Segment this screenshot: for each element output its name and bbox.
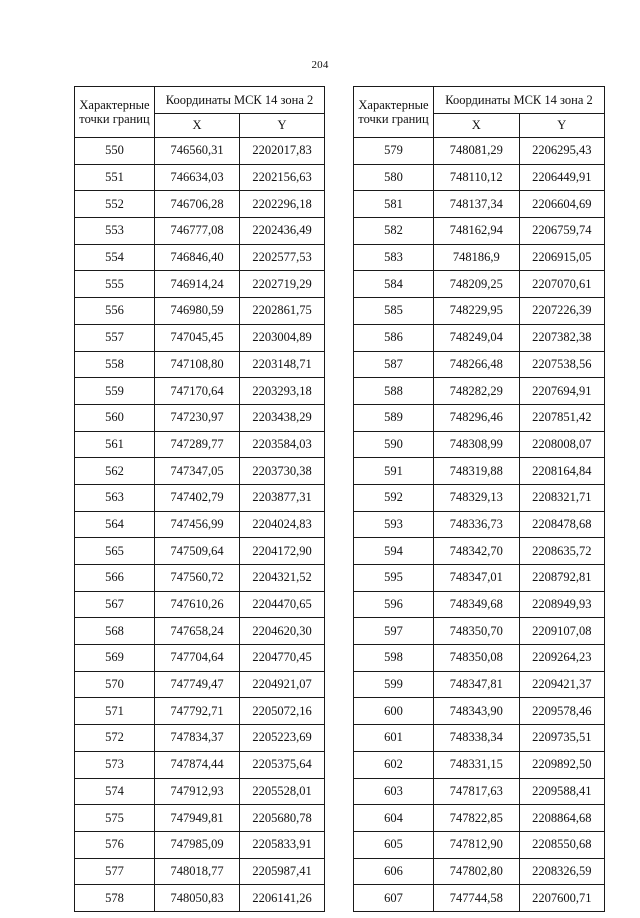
table-row <box>354 324 605 351</box>
y-coordinate-cell: 2206759,74 <box>519 218 605 245</box>
point-number-cell: 573 <box>75 751 155 778</box>
point-number-cell: 575 <box>75 805 155 832</box>
y-coordinate-cell: 2208008,07 <box>519 431 605 458</box>
x-coordinate-cell: 748331,15 <box>434 751 520 778</box>
point-number-cell: 596 <box>354 591 434 618</box>
y-coordinate-cell: 2204024,83 <box>240 511 325 538</box>
table-row <box>354 218 605 245</box>
x-coordinate-cell: 747912,93 <box>155 778 240 805</box>
y-coordinate-cell: 2205223,69 <box>240 725 325 752</box>
y-coordinate-cell: 2203004,89 <box>240 324 325 351</box>
x-coordinate-cell: 747509,64 <box>155 538 240 565</box>
table-row <box>75 751 325 778</box>
x-coordinate-cell: 748350,08 <box>434 645 520 672</box>
point-number-cell: 562 <box>75 458 155 485</box>
y-coordinate-cell: 2203584,03 <box>240 431 325 458</box>
x-coordinate-cell: 748266,48 <box>434 351 520 378</box>
point-number-cell: 569 <box>75 645 155 672</box>
x-coordinate-cell: 747045,45 <box>155 324 240 351</box>
y-coordinate-cell: 2209578,46 <box>519 698 605 725</box>
x-coordinate-cell: 748347,01 <box>434 565 520 592</box>
x-coordinate-cell: 748110,12 <box>434 164 520 191</box>
x-coordinate-cell: 746634,03 <box>155 164 240 191</box>
x-coordinate-cell: 748137,34 <box>434 191 520 218</box>
y-coordinate-cell: 2206604,69 <box>519 191 605 218</box>
point-number-cell: 554 <box>75 244 155 271</box>
point-number-cell: 568 <box>75 618 155 645</box>
point-number-cell: 565 <box>75 538 155 565</box>
y-coordinate-cell: 2208949,93 <box>519 591 605 618</box>
table-row <box>75 191 325 218</box>
x-coordinate-cell: 747802,80 <box>434 858 520 885</box>
point-number-cell: 551 <box>75 164 155 191</box>
y-coordinate-cell: 2209421,37 <box>519 671 605 698</box>
table-row <box>75 378 325 405</box>
y-coordinate-cell: 2205375,64 <box>240 751 325 778</box>
table-row <box>354 885 605 912</box>
table-row <box>75 591 325 618</box>
x-coordinate-cell: 747704,64 <box>155 645 240 672</box>
point-number-cell: 600 <box>354 698 434 725</box>
table-row <box>354 378 605 405</box>
point-number-cell: 585 <box>354 298 434 325</box>
table-row <box>354 164 605 191</box>
x-coordinate-cell: 748229,95 <box>434 298 520 325</box>
x-coordinate-cell: 747744,58 <box>434 885 520 912</box>
x-coordinate-cell: 747749,47 <box>155 671 240 698</box>
x-coordinate-cell: 747402,79 <box>155 484 240 511</box>
y-coordinate-cell: 2203730,38 <box>240 458 325 485</box>
point-number-cell: 566 <box>75 565 155 592</box>
point-number-cell: 605 <box>354 831 434 858</box>
x-coordinate-cell: 747985,09 <box>155 831 240 858</box>
point-number-cell: 570 <box>75 671 155 698</box>
y-coordinate-cell: 2206915,05 <box>519 244 605 271</box>
table-row <box>75 404 325 431</box>
point-number-cell: 576 <box>75 831 155 858</box>
table-row <box>354 751 605 778</box>
points-header <box>354 87 434 138</box>
x-coordinate-cell: 748050,83 <box>155 885 240 912</box>
y-coordinate-cell: 2204620,30 <box>240 618 325 645</box>
point-number-cell: 607 <box>354 885 434 912</box>
table-row <box>354 138 605 165</box>
table-row <box>354 351 605 378</box>
y-coordinate-cell: 2202017,83 <box>240 138 325 165</box>
table-row <box>354 431 605 458</box>
point-number-cell: 597 <box>354 618 434 645</box>
table-row <box>354 244 605 271</box>
point-number-cell: 563 <box>75 484 155 511</box>
point-number-cell: 592 <box>354 484 434 511</box>
x-coordinate-cell: 747817,63 <box>434 778 520 805</box>
y-coordinate-cell: 2203148,71 <box>240 351 325 378</box>
point-number-cell: 603 <box>354 778 434 805</box>
x-coordinate-cell: 747834,37 <box>155 725 240 752</box>
y-coordinate-cell: 2202156,63 <box>240 164 325 191</box>
point-number-cell: 572 <box>75 725 155 752</box>
point-number-cell: 584 <box>354 271 434 298</box>
x-coordinate-cell: 747347,05 <box>155 458 240 485</box>
point-number-cell: 595 <box>354 565 434 592</box>
y-coordinate-cell: 2202861,75 <box>240 298 325 325</box>
table-row <box>354 511 605 538</box>
point-number-cell: 578 <box>75 885 155 912</box>
x-coordinate-cell: 748338,34 <box>434 725 520 752</box>
table-row <box>75 218 325 245</box>
x-header: X <box>434 114 520 138</box>
point-number-cell: 564 <box>75 511 155 538</box>
table-row <box>75 805 325 832</box>
point-number-cell: 587 <box>354 351 434 378</box>
point-number-cell: 581 <box>354 191 434 218</box>
x-coordinate-cell: 748249,04 <box>434 324 520 351</box>
point-number-cell: 598 <box>354 645 434 672</box>
y-coordinate-cell: 2207600,71 <box>519 885 605 912</box>
y-coordinate-cell: 2204321,52 <box>240 565 325 592</box>
point-number-cell: 588 <box>354 378 434 405</box>
point-number-cell: 601 <box>354 725 434 752</box>
point-number-cell: 550 <box>75 138 155 165</box>
y-coordinate-cell: 2208164,84 <box>519 458 605 485</box>
table-row <box>354 591 605 618</box>
table-row <box>354 831 605 858</box>
points-header-line1: Характерные <box>358 98 429 112</box>
point-number-cell: 594 <box>354 538 434 565</box>
x-coordinate-cell: 748018,77 <box>155 858 240 885</box>
table-row <box>75 324 325 351</box>
table-row <box>75 778 325 805</box>
x-coordinate-cell: 747108,80 <box>155 351 240 378</box>
y-coordinate-cell: 2209588,41 <box>519 778 605 805</box>
x-coordinate-cell: 746777,08 <box>155 218 240 245</box>
table-row <box>75 858 325 885</box>
y-coordinate-cell: 2208321,71 <box>519 484 605 511</box>
x-coordinate-cell: 747560,72 <box>155 565 240 592</box>
table-row <box>354 671 605 698</box>
table-row <box>75 431 325 458</box>
y-coordinate-cell: 2207538,56 <box>519 351 605 378</box>
x-coordinate-cell: 748319,88 <box>434 458 520 485</box>
points-header-line2: точки границ <box>358 112 429 126</box>
x-coordinate-cell: 748342,70 <box>434 538 520 565</box>
y-coordinate-cell: 2202296,18 <box>240 191 325 218</box>
y-header: Y <box>240 114 325 138</box>
table-row <box>75 725 325 752</box>
y-coordinate-cell: 2205987,41 <box>240 858 325 885</box>
x-coordinate-cell: 748209,25 <box>434 271 520 298</box>
table-row <box>75 698 325 725</box>
y-coordinate-cell: 2208792,81 <box>519 565 605 592</box>
x-coordinate-cell: 748347,81 <box>434 671 520 698</box>
point-number-cell: 589 <box>354 404 434 431</box>
y-coordinate-cell: 2207382,38 <box>519 324 605 351</box>
x-coordinate-cell: 746846,40 <box>155 244 240 271</box>
x-coordinate-cell: 748296,46 <box>434 404 520 431</box>
y-coordinate-cell: 2209107,08 <box>519 618 605 645</box>
table-row <box>354 858 605 885</box>
y-header: Y <box>519 114 605 138</box>
x-coordinate-cell: 748186,9 <box>434 244 520 271</box>
x-coordinate-cell: 748308,99 <box>434 431 520 458</box>
table-row <box>354 618 605 645</box>
y-coordinate-cell: 2205072,16 <box>240 698 325 725</box>
y-coordinate-cell: 2207851,42 <box>519 404 605 431</box>
x-coordinate-cell: 747289,77 <box>155 431 240 458</box>
table-row <box>354 565 605 592</box>
coordinates-table-right <box>353 86 605 912</box>
x-coordinate-cell: 747170,64 <box>155 378 240 405</box>
point-number-cell: 606 <box>354 858 434 885</box>
table-row <box>354 725 605 752</box>
table-row <box>354 538 605 565</box>
x-coordinate-cell: 748343,90 <box>434 698 520 725</box>
y-coordinate-cell: 2204172,90 <box>240 538 325 565</box>
point-number-cell: 561 <box>75 431 155 458</box>
x-coordinate-cell: 747230,97 <box>155 404 240 431</box>
y-coordinate-cell: 2202577,53 <box>240 244 325 271</box>
table-row <box>354 191 605 218</box>
table-row <box>75 618 325 645</box>
y-coordinate-cell: 2203293,18 <box>240 378 325 405</box>
x-coordinate-cell: 747792,71 <box>155 698 240 725</box>
point-number-cell: 557 <box>75 324 155 351</box>
point-number-cell: 558 <box>75 351 155 378</box>
x-coordinate-cell: 748349,68 <box>434 591 520 618</box>
x-coordinate-cell: 747812,90 <box>434 831 520 858</box>
x-coordinate-cell: 748350,70 <box>434 618 520 645</box>
x-coordinate-cell: 746980,59 <box>155 298 240 325</box>
point-number-cell: 583 <box>354 244 434 271</box>
y-coordinate-cell: 2208478,68 <box>519 511 605 538</box>
point-number-cell: 591 <box>354 458 434 485</box>
table-row <box>75 885 325 912</box>
point-number-cell: 577 <box>75 858 155 885</box>
table-row <box>75 164 325 191</box>
table-row <box>354 404 605 431</box>
table-row <box>354 271 605 298</box>
point-number-cell: 560 <box>75 404 155 431</box>
point-number-cell: 590 <box>354 431 434 458</box>
table-row <box>354 805 605 832</box>
y-coordinate-cell: 2202719,29 <box>240 271 325 298</box>
x-coordinate-cell: 746914,24 <box>155 271 240 298</box>
y-coordinate-cell: 2207226,39 <box>519 298 605 325</box>
y-coordinate-cell: 2203877,31 <box>240 484 325 511</box>
x-coordinate-cell: 747949,81 <box>155 805 240 832</box>
y-coordinate-cell: 2207694,91 <box>519 378 605 405</box>
y-coordinate-cell: 2204770,45 <box>240 645 325 672</box>
point-number-cell: 599 <box>354 671 434 698</box>
x-coordinate-cell: 748081,29 <box>434 138 520 165</box>
table-row <box>354 298 605 325</box>
y-coordinate-cell: 2205680,78 <box>240 805 325 832</box>
point-number-cell: 582 <box>354 218 434 245</box>
y-coordinate-cell: 2202436,49 <box>240 218 325 245</box>
y-coordinate-cell: 2209264,23 <box>519 645 605 672</box>
x-coordinate-cell: 748336,73 <box>434 511 520 538</box>
table-row <box>354 645 605 672</box>
y-coordinate-cell: 2206295,43 <box>519 138 605 165</box>
table-row <box>75 244 325 271</box>
y-coordinate-cell: 2208635,72 <box>519 538 605 565</box>
x-coordinate-cell: 747874,44 <box>155 751 240 778</box>
point-number-cell: 559 <box>75 378 155 405</box>
table-row <box>75 831 325 858</box>
x-coordinate-cell: 746706,28 <box>155 191 240 218</box>
point-number-cell: 552 <box>75 191 155 218</box>
point-number-cell: 556 <box>75 298 155 325</box>
table-row <box>354 458 605 485</box>
point-number-cell: 553 <box>75 218 155 245</box>
table-row <box>354 778 605 805</box>
point-number-cell: 574 <box>75 778 155 805</box>
point-number-cell: 593 <box>354 511 434 538</box>
point-number-cell: 567 <box>75 591 155 618</box>
y-coordinate-cell: 2209892,50 <box>519 751 605 778</box>
table-row <box>75 565 325 592</box>
x-coordinate-cell: 747658,24 <box>155 618 240 645</box>
point-number-cell: 586 <box>354 324 434 351</box>
y-coordinate-cell: 2208864,68 <box>519 805 605 832</box>
table-row <box>75 298 325 325</box>
y-coordinate-cell: 2209735,51 <box>519 725 605 752</box>
y-coordinate-cell: 2206141,26 <box>240 885 325 912</box>
point-number-cell: 571 <box>75 698 155 725</box>
table-row <box>354 698 605 725</box>
table-row <box>75 351 325 378</box>
x-coordinate-cell: 747822,85 <box>434 805 520 832</box>
y-coordinate-cell: 2205833,91 <box>240 831 325 858</box>
point-number-cell: 602 <box>354 751 434 778</box>
table-row <box>75 538 325 565</box>
x-coordinate-cell: 748282,29 <box>434 378 520 405</box>
x-coordinate-cell: 746560,31 <box>155 138 240 165</box>
table-row <box>75 645 325 672</box>
point-number-cell: 604 <box>354 805 434 832</box>
table-row <box>75 458 325 485</box>
x-coordinate-cell: 747456,99 <box>155 511 240 538</box>
point-number-cell: 580 <box>354 164 434 191</box>
points-header-line2: точки границ <box>79 112 150 126</box>
coords-header: Координаты МСК 14 зона 2 <box>434 87 605 114</box>
table-row <box>75 511 325 538</box>
x-coordinate-cell: 748329,13 <box>434 484 520 511</box>
y-coordinate-cell: 2208326,59 <box>519 858 605 885</box>
coordinates-table-left <box>74 86 325 912</box>
y-coordinate-cell: 2204921,07 <box>240 671 325 698</box>
y-coordinate-cell: 2207070,61 <box>519 271 605 298</box>
table-row <box>75 271 325 298</box>
y-coordinate-cell: 2204470,65 <box>240 591 325 618</box>
coords-header: Координаты МСК 14 зона 2 <box>155 87 325 114</box>
y-coordinate-cell: 2203438,29 <box>240 404 325 431</box>
table-row <box>354 484 605 511</box>
points-header <box>75 87 155 138</box>
y-coordinate-cell: 2206449,91 <box>519 164 605 191</box>
x-coordinate-cell: 747610,26 <box>155 591 240 618</box>
x-coordinate-cell: 748162,94 <box>434 218 520 245</box>
table-row <box>75 484 325 511</box>
points-header-line1: Характерные <box>79 98 150 112</box>
y-coordinate-cell: 2208550,68 <box>519 831 605 858</box>
y-coordinate-cell: 2205528,01 <box>240 778 325 805</box>
page-number: 204 <box>311 59 329 71</box>
x-header: X <box>155 114 240 138</box>
point-number-cell: 579 <box>354 138 434 165</box>
point-number-cell: 555 <box>75 271 155 298</box>
table-row <box>75 138 325 165</box>
table-row <box>75 671 325 698</box>
